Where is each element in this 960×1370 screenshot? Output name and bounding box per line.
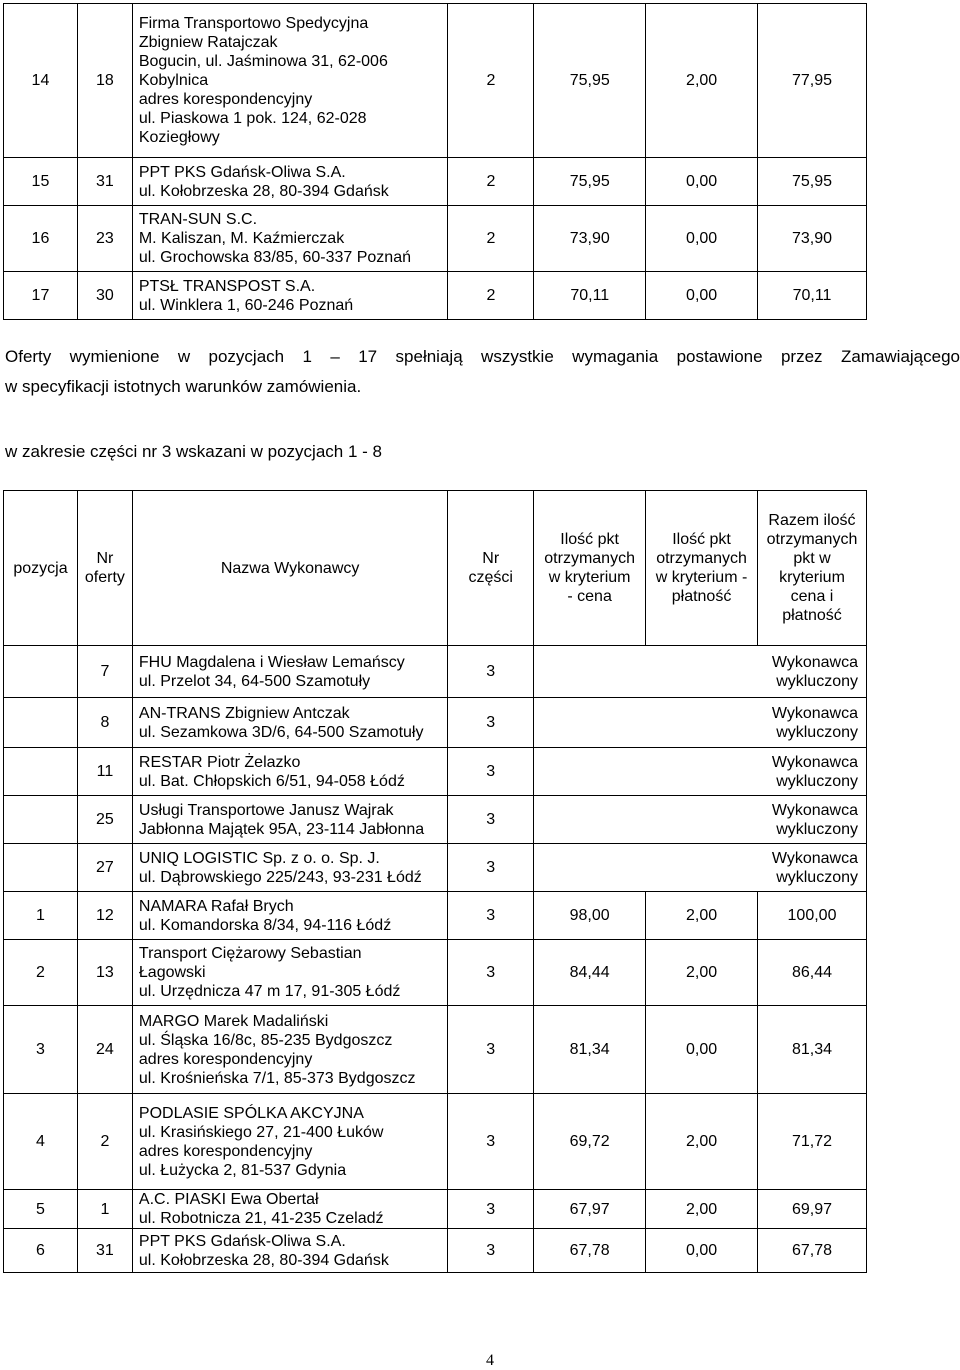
table-row [4, 206, 867, 272]
table-row [4, 1006, 867, 1094]
price-points: 75,95 [534, 4, 646, 158]
table-row [4, 272, 867, 320]
offer-number: 31 [77, 1229, 132, 1273]
contractor-name: TRAN-SUN S.C. M. Kaliszan, M. Kaźmierczak ul. Grochowska 83/85, 60-337 Poznań [132, 206, 448, 272]
header-nazwa: Nazwa Wykonawcy [132, 491, 447, 646]
price-points: 69,72 [534, 1094, 646, 1190]
contractor-name: Usługi Transportowe Janusz Wajrak Jabłonna Majątek 95A, 23-114 Jabłonna [132, 796, 447, 844]
part-number: 3 [448, 698, 534, 748]
contractor-name: NAMARA Rafał Brych ul. Komandorska 8/34, 94-116 Łódź [132, 892, 447, 940]
contractor-name: Firma Transportowo Spedycyjna Zbigniew Ratajczak Bogucin, ul. Jaśminowa 31, 62-006 Kobylnica adres korespondencyjny ul. Piaskowa 1 pok. 124, 62-028 Koziegłowy [132, 4, 448, 158]
payment-points: 2,00 [646, 1190, 758, 1229]
header-razem: Razem ilość otrzymanych pkt w kryterium cena i płatność [758, 491, 867, 646]
position-number [4, 646, 78, 698]
part-number: 2 [448, 4, 534, 158]
payment-points: 0,00 [646, 1229, 758, 1273]
total-points: 77,95 [758, 4, 867, 158]
position-number [4, 748, 78, 796]
excluded-row [4, 698, 867, 748]
header-cena: Ilość pkt otrzymanych w kryterium - cena [534, 491, 646, 646]
price-points: 67,97 [534, 1190, 646, 1229]
offer-number: 30 [77, 272, 132, 320]
payment-points: 2,00 [646, 892, 758, 940]
payment-points: 0,00 [646, 158, 758, 206]
excluded-status: Wykonawca wykluczony [534, 698, 867, 748]
contractor-name: PTSŁ TRANSPOST S.A. ul. Winklera 1, 60-246 Poznań [132, 272, 448, 320]
total-points: 67,78 [758, 1229, 867, 1273]
part-number: 2 [448, 272, 534, 320]
offer-number: 1 [77, 1190, 132, 1229]
payment-points: 2,00 [646, 940, 758, 1006]
part-number: 3 [448, 1006, 534, 1094]
offer-number: 24 [77, 1006, 132, 1094]
qualification-note [5, 342, 960, 402]
part-number: 3 [448, 940, 534, 1006]
table-row [4, 4, 867, 158]
part-number: 3 [448, 844, 534, 892]
position-number: 14 [4, 4, 78, 158]
offer-number: 18 [77, 4, 132, 158]
position-number: 16 [4, 206, 78, 272]
part-number: 2 [448, 158, 534, 206]
total-points: 69,97 [758, 1190, 867, 1229]
header-nr-czesci: Nr części [448, 491, 534, 646]
position-number [4, 796, 78, 844]
price-points: 67,78 [534, 1229, 646, 1273]
position-number: 1 [4, 892, 78, 940]
part-number: 3 [448, 1094, 534, 1190]
contractor-name: Transport Ciężarowy Sebastian Łagowski ul. Urzędnicza 47 m 17, 91-305 Łódź [132, 940, 447, 1006]
offer-number: 2 [77, 1094, 132, 1190]
table-row [4, 1190, 867, 1229]
header-pozycja: pozycja [4, 491, 78, 646]
table-header-row [4, 491, 867, 646]
contractor-name: PODLASIE SPÓLKA AKCYJNA ul. Krasińskiego 27, 21-400 Łuków adres korespondencyjny ul. Łużycka 2, 81-537 Gdynia [132, 1094, 447, 1190]
total-points: 86,44 [758, 940, 867, 1006]
note-line-1: Oferty wymienione w pozycjach 1 – 17 spełniają wszystkie wymagania postawione przez Zamawiającego [5, 347, 960, 366]
results-table-part-2 [3, 3, 867, 320]
offer-number: 12 [77, 892, 132, 940]
part-number: 3 [448, 1229, 534, 1273]
position-number [4, 698, 78, 748]
offer-number: 7 [77, 646, 132, 698]
position-number: 15 [4, 158, 78, 206]
offer-number: 23 [77, 206, 132, 272]
results-table-part-3 [3, 490, 867, 1273]
contractor-name: UNIQ LOGISTIC Sp. z o. o. Sp. J. ul. Dąbrowskiego 225/243, 93-231 Łódź [132, 844, 447, 892]
position-number: 6 [4, 1229, 78, 1273]
price-points: 73,90 [534, 206, 646, 272]
position-number: 2 [4, 940, 78, 1006]
table-row [4, 158, 867, 206]
offer-number: 11 [77, 748, 132, 796]
excluded-row [4, 646, 867, 698]
excluded-row [4, 844, 867, 892]
total-points: 70,11 [758, 272, 867, 320]
total-points: 100,00 [758, 892, 867, 940]
total-points: 71,72 [758, 1094, 867, 1190]
part-number: 3 [448, 1190, 534, 1229]
part-number: 3 [448, 646, 534, 698]
position-number: 17 [4, 272, 78, 320]
page-number: 4 [486, 1352, 494, 1369]
payment-points: 0,00 [646, 272, 758, 320]
offer-number: 27 [77, 844, 132, 892]
price-points: 70,11 [534, 272, 646, 320]
excluded-status: Wykonawca wykluczony [534, 796, 867, 844]
payment-points: 0,00 [646, 1006, 758, 1094]
contractor-name: AN-TRANS Zbigniew Antczak ul. Sezamkowa 3D/6, 64-500 Szamotuły [132, 698, 447, 748]
total-points: 73,90 [758, 206, 867, 272]
part-number: 2 [448, 206, 534, 272]
table-row [4, 1229, 867, 1273]
contractor-name: RESTAR Piotr Żelazko ul. Bat. Chłopskich 6/51, 94-058 Łódź [132, 748, 447, 796]
part-number: 3 [448, 748, 534, 796]
contractor-name: PPT PKS Gdańsk-Oliwa S.A. ul. Kołobrzeska 28, 80-394 Gdańsk [132, 158, 448, 206]
excluded-row [4, 748, 867, 796]
offer-number: 25 [77, 796, 132, 844]
section-heading: w zakresie części nr 3 wskazani w pozycjach 1 - 8 [5, 442, 382, 461]
table-row [4, 892, 867, 940]
contractor-name: PPT PKS Gdańsk-Oliwa S.A. ul. Kołobrzeska 28, 80-394 Gdańsk [132, 1229, 447, 1273]
contractor-name: FHU Magdalena i Wiesław Lemańscy ul. Przelot 34, 64-500 Szamotuły [132, 646, 447, 698]
excluded-status: Wykonawca wykluczony [534, 646, 867, 698]
part-number: 3 [448, 796, 534, 844]
position-number: 4 [4, 1094, 78, 1190]
payment-points: 2,00 [646, 4, 758, 158]
offer-number: 8 [77, 698, 132, 748]
excluded-status: Wykonawca wykluczony [534, 748, 867, 796]
table-row [4, 1094, 867, 1190]
header-platnosc: Ilość pkt otrzymanych w kryterium - płatność [646, 491, 758, 646]
position-number: 3 [4, 1006, 78, 1094]
contractor-name: MARGO Marek Madaliński ul. Śląska 16/8c, 85-235 Bydgoszcz adres korespondencyjny ul. Krośnieńska 7/1, 85-373 Bydgoszcz [132, 1006, 447, 1094]
total-points: 75,95 [758, 158, 867, 206]
total-points: 81,34 [758, 1006, 867, 1094]
price-points: 75,95 [534, 158, 646, 206]
payment-points: 0,00 [646, 206, 758, 272]
excluded-status: Wykonawca wykluczony [534, 844, 867, 892]
contractor-name: A.C. PIASKI Ewa Obertał ul. Robotnicza 21, 41-235 Czeladź [132, 1190, 447, 1229]
position-number: 5 [4, 1190, 78, 1229]
offer-number: 13 [77, 940, 132, 1006]
price-points: 81,34 [534, 1006, 646, 1094]
excluded-row [4, 796, 867, 844]
price-points: 84,44 [534, 940, 646, 1006]
payment-points: 2,00 [646, 1094, 758, 1190]
price-points: 98,00 [534, 892, 646, 940]
table-row [4, 940, 867, 1006]
part-number: 3 [448, 892, 534, 940]
header-nr-oferty: Nr oferty [77, 491, 132, 646]
position-number [4, 844, 78, 892]
note-line-2: w specyfikacji istotnych warunków zamówienia. [5, 377, 362, 396]
offer-number: 31 [77, 158, 132, 206]
